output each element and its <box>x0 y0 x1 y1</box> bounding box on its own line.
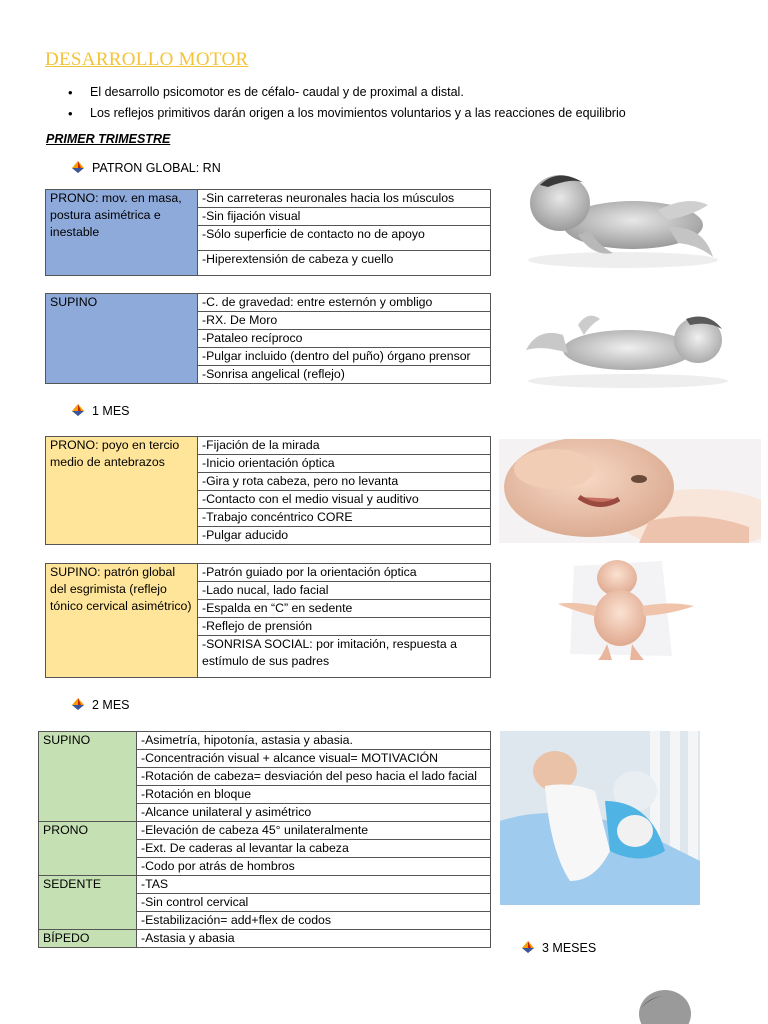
table-label: PRONO <box>39 822 137 876</box>
heading-1-mes: 1 MES <box>72 402 130 420</box>
heading-3-meses: 3 MESES <box>522 939 596 957</box>
table-cell: -Inicio orientación óptica <box>198 455 491 473</box>
table-label: SUPINO: patrón global del esgrimista (reflejo tónico cervical asimétrico) <box>46 564 198 678</box>
baby-smiling-photo <box>499 439 761 543</box>
table-cell: -Pataleo recíproco <box>198 330 491 348</box>
table-cell: -RX. De Moro <box>198 312 491 330</box>
table-cell: -Hiperextensión de cabeza y cuello <box>198 251 491 276</box>
heading-2-mes: 2 MES <box>72 696 130 714</box>
diamond-bullet-icon <box>72 698 84 710</box>
table-cell: -Lado nucal, lado facial <box>198 582 491 600</box>
table-cell: -Gira y rota cabeza, pero no levanta <box>198 473 491 491</box>
table-cell: -Concentración visual + alcance visual= MOTIVACIÓN <box>137 750 491 768</box>
table-cell: -Elevación de cabeza 45° unilateralmente <box>137 822 491 840</box>
baby-supine-photo <box>518 305 728 390</box>
table-cell: -Espalda en “C” en sedente <box>198 600 491 618</box>
table-1mes-supino <box>45 563 491 678</box>
table-cell: -Ext. De caderas al levantar la cabeza <box>137 840 491 858</box>
diamond-bullet-icon <box>522 941 534 953</box>
intro-bullets <box>68 82 626 124</box>
table-cell: -Pulgar aducido <box>198 527 491 545</box>
diamond-bullet-icon <box>72 161 84 173</box>
table-label: SEDENTE <box>39 876 137 930</box>
table-cell: -Sin carreteras neuronales hacia los músculos <box>198 190 491 208</box>
table-2mes <box>38 731 491 948</box>
table-cell: -Sin fijación visual <box>198 208 491 226</box>
baby-prone-photo <box>518 165 723 270</box>
bullet-item: • Los reflejos primitivos darán origen a los movimientos voluntarios y a las reacciones de equilibrio <box>68 103 626 124</box>
table-cell: -Asimetría, hipotonía, astasia y abasia. <box>137 732 491 750</box>
table-label: PRONO: mov. en masa, postura asimétrica e inestable <box>46 190 198 276</box>
table-cell: -Sólo superficie de contacto no de apoyo <box>198 226 491 251</box>
table-cell: -Codo por atrás de hombros <box>137 858 491 876</box>
table-cell: -Pulgar incluido (dentro del puño) órgano prensor <box>198 348 491 366</box>
table-cell: -Trabajo concéntrico CORE <box>198 509 491 527</box>
table-cell: -Contacto con el medio visual y auditivo <box>198 491 491 509</box>
table-label: PRONO: poyo en tercio medio de antebrazos <box>46 437 198 545</box>
baby-head-photo <box>637 988 693 1024</box>
table-rn-prono <box>45 189 491 276</box>
table-cell: -Rotación en bloque <box>137 786 491 804</box>
table-label: BÍPEDO <box>39 930 137 948</box>
table-cell: -C. de gravedad: entre esternón y ombligo <box>198 294 491 312</box>
section-subtitle: PRIMER TRIMESTRE <box>46 132 171 146</box>
table-label: SUPINO <box>39 732 137 822</box>
table-cell: -Astasia y abasia <box>137 930 491 948</box>
diamond-bullet-icon <box>72 404 84 416</box>
baby-fencer-photo <box>552 556 697 660</box>
table-cell: -TAS <box>137 876 491 894</box>
table-rn-supino <box>45 293 491 384</box>
table-cell: -Reflejo de prensión <box>198 618 491 636</box>
table-cell: -Estabilización= add+flex de codos <box>137 912 491 930</box>
table-cell: -Rotación de cabeza= desviación del peso hacia el lado facial <box>137 768 491 786</box>
table-label: SUPINO <box>46 294 198 384</box>
table-cell: -Patrón guiado por la orientación óptica <box>198 564 491 582</box>
table-cell: -Sonrisa angelical (reflejo) <box>198 366 491 384</box>
table-cell: -Alcance unilateral y asimétrico <box>137 804 491 822</box>
page-title: DESARROLLO MOTOR <box>45 49 249 70</box>
table-cell: -SONRISA SOCIAL: por imitación, respuesta a estímulo de sus padres <box>198 636 491 678</box>
table-cell: -Fijación de la mirada <box>198 437 491 455</box>
baby-crib-photo <box>500 731 700 905</box>
heading-patron-global: PATRON GLOBAL: RN <box>72 159 221 177</box>
bullet-item: • El desarrollo psicomotor es de céfalo- caudal y de proximal a distal. <box>68 82 626 103</box>
table-1mes-prono <box>45 436 491 545</box>
table-cell: -Sin control cervical <box>137 894 491 912</box>
